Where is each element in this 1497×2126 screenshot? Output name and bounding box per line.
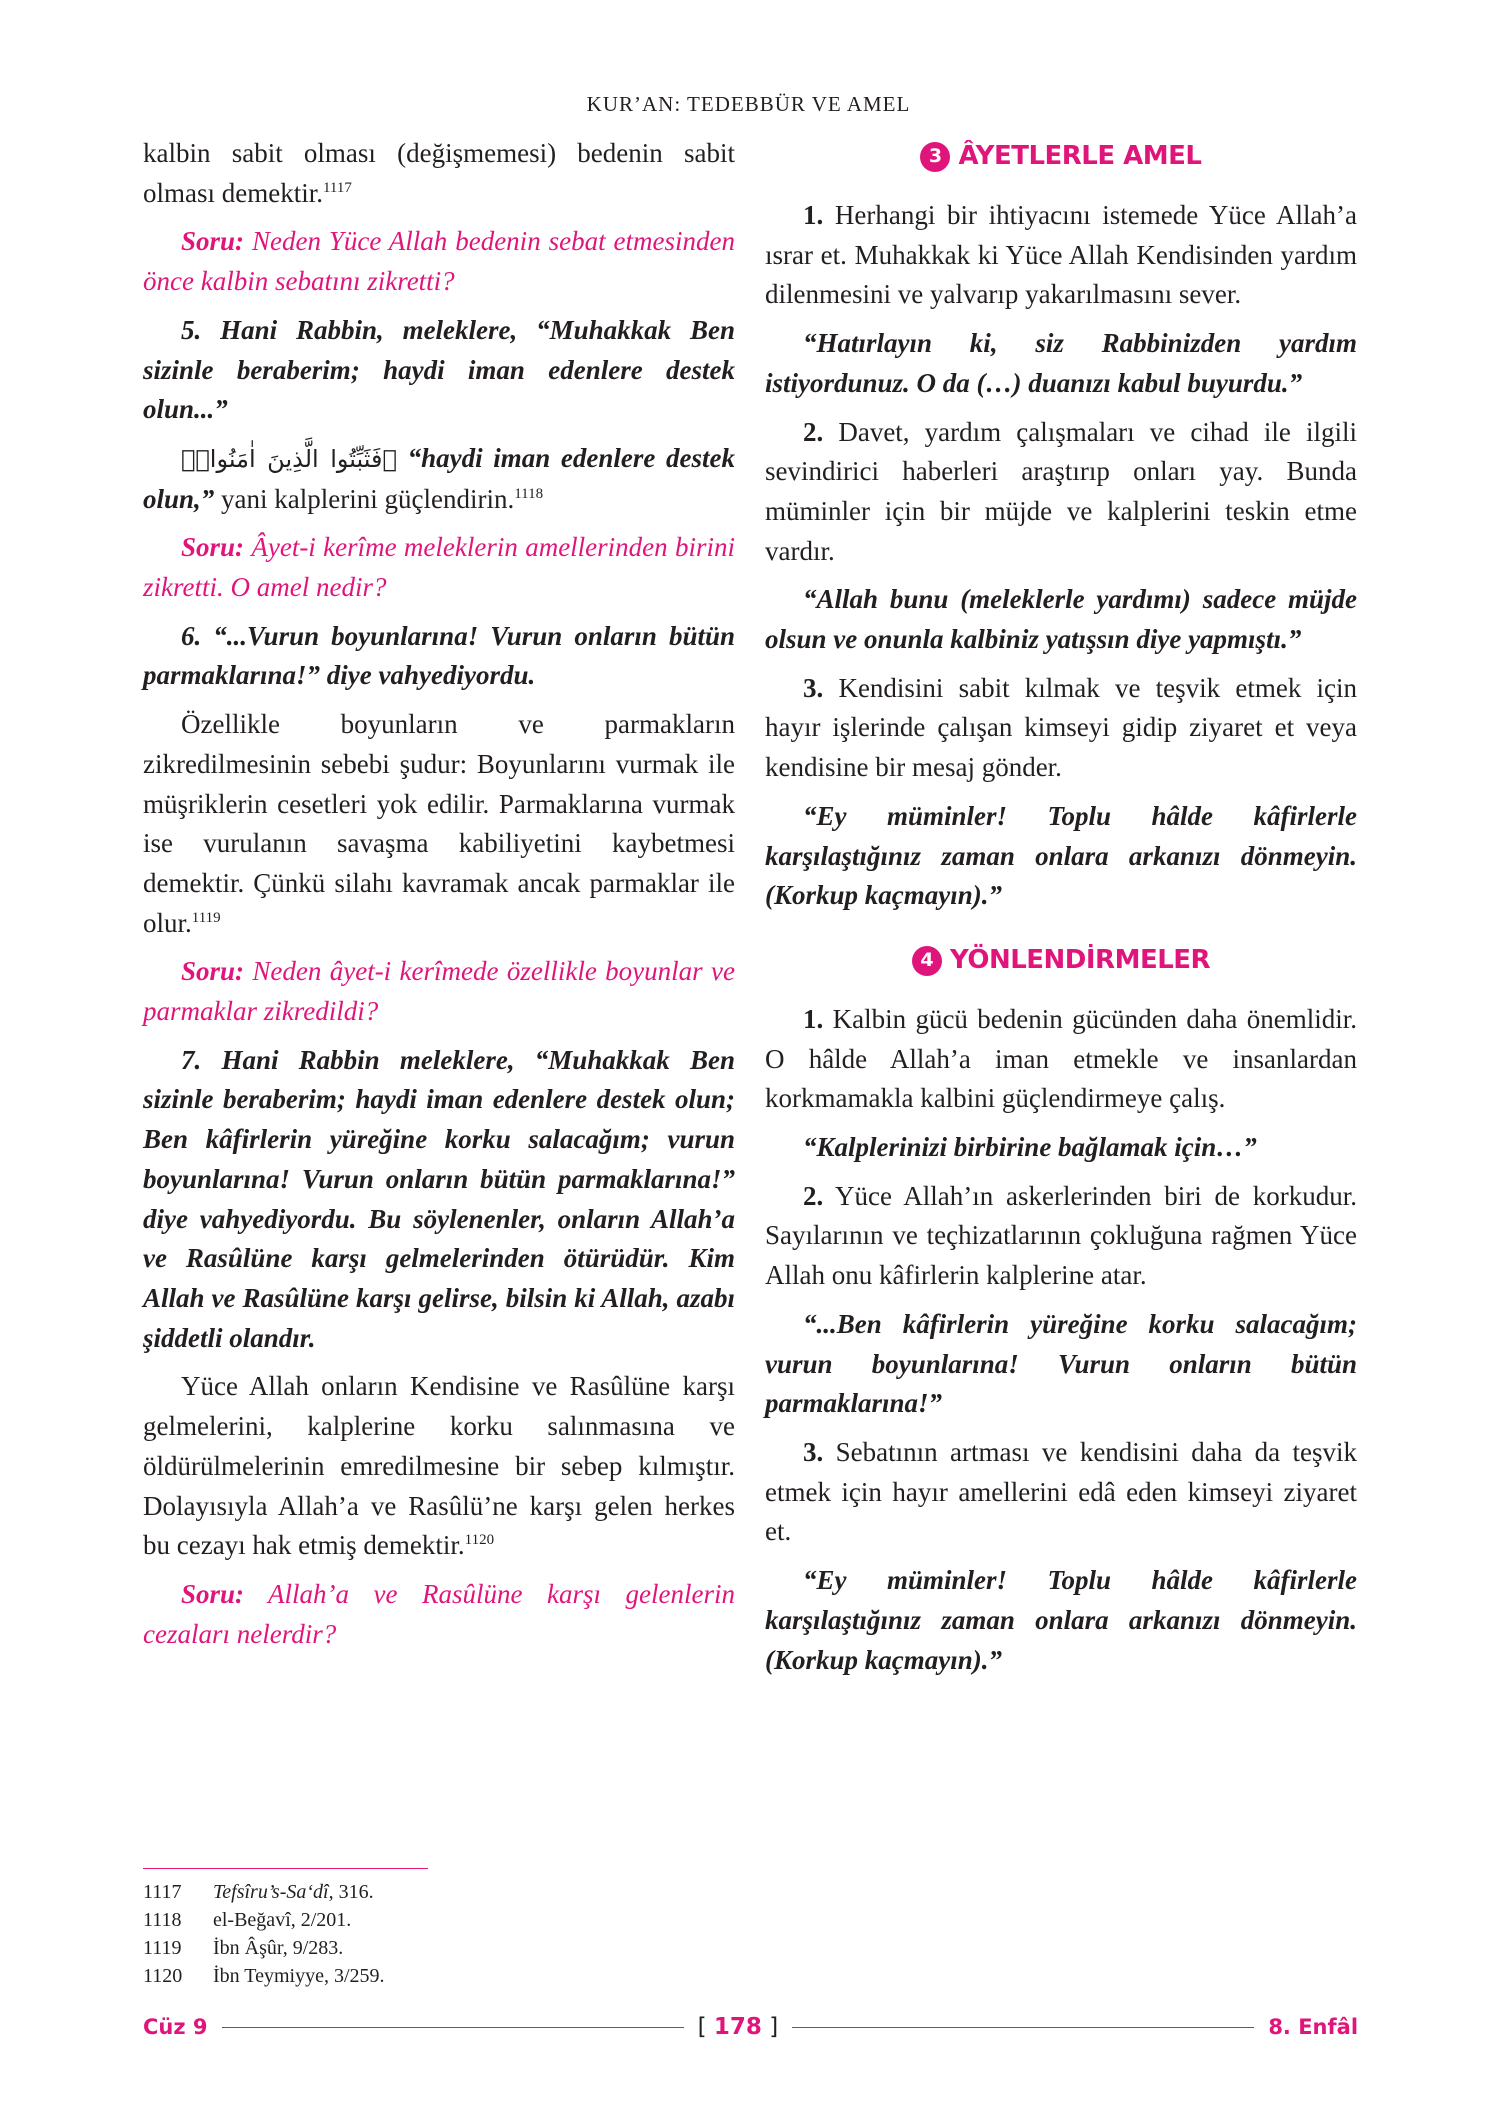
question: Soru: Allah’a ve Rasûlüne karşı gelenlerin cezaları nelerdir?: [143, 1578, 735, 1649]
footer-surah: 8. Enfâl: [1268, 2015, 1359, 2039]
paragraph: Yüce Allah onların Kendisine ve Rasûlüne karşı gelmelerini, kalplerine korku salınmasına ve öldürülmelerinin emredilmesine bir sebep kılmıştır. Dolayısıyla Allah’a ve Rasûlü’ne karşı gelen herkes bu cezayı hak etmiş demektir.$^{1120}$: [143, 1371, 735, 1561]
ayah-quote: “Kalplerinizi birbirine bağlamak için…”: [803, 1132, 1257, 1163]
page-footer: [143, 2010, 1358, 2044]
section-number-badge: 3: [920, 142, 950, 172]
footer-rule: [222, 2027, 684, 2028]
footnote: 1120 İbn Teymiyye, 3/259.: [143, 1965, 385, 1987]
left-column: [143, 134, 735, 1663]
footer-juz: Cüz 9: [143, 2015, 208, 2039]
list-item: 1. Kalbin gücü bedenin gücünden daha önemlidir. O hâlde Allah’a iman etmekle ve insanlardan korkmamakla kalbini güçlendirmeye çalış.: [765, 1003, 1357, 1114]
section-heading-text: ÂYETLERLE AMEL: [958, 141, 1202, 172]
footnote-ref[interactable]: 1120: [464, 1532, 495, 1549]
footnotes: [143, 1878, 743, 1990]
ayah-quote: “...Ben kâfirlerin yüreğine korku salacağım; vurun boyunlarına! Vurun onların bütün parmaklarına!”: [765, 1308, 1357, 1419]
section-heading-3: [765, 134, 1357, 180]
footnote-ref[interactable]: 1119: [191, 909, 221, 926]
right-column: [765, 134, 1357, 1689]
question: Soru: Âyet-i kerîme meleklerin amellerinden birini zikretti. O amel nedir?: [143, 532, 735, 603]
footnote-ref[interactable]: 1118: [514, 485, 544, 502]
ayah-quote: “Hatırlayın ki, siz Rabbinizden yardım istiyordunuz. O da (…) duanızı kabul buyurdu.”: [765, 328, 1357, 398]
question: Soru: Neden âyet-i kerîmede özellikle boyunlar ve parmaklar zikredildi?: [143, 956, 735, 1027]
ayah-5: 5. Hani Rabbin, meleklere, “Muhakkak Ben sizinle beraberim; haydi iman edenlere destek olun...”: [143, 314, 735, 425]
footnote-divider: [143, 1868, 428, 1869]
ayah-quote: “Ey müminler! Toplu hâlde kâfirlerle karşılaştığınız zaman onlara arkanızı dönmeyin. (Korkup kaçmayın).”: [765, 1565, 1357, 1675]
list-item: 3. Kendisini sabit kılmak ve teşvik etmek için hayır işlerinde çalışan kimseyi gidip ziyaret et veya kendisine bir mesaj gönder.: [765, 672, 1357, 783]
arabic-text: ﴿فَثَبِّتُوا الَّذِينَ اٰمَنُواۜ﴾: [181, 444, 397, 473]
ayah-quote: “Ey müminler! Toplu hâlde kâfirlerle karşılaştığınız zaman onlara arkanızı dönmeyin. (Korkup kaçmayın).”: [765, 800, 1357, 911]
footnote: 1119 İbn Âşûr, 9/283.: [143, 1937, 344, 1959]
page-number: [ 178 ]: [697, 2014, 779, 2040]
section-number-badge: 4: [912, 946, 942, 976]
list-item: 1. Herhangi bir ihtiyacını istemede Yüce Allah’a ısrar et. Muhakkak ki Yüce Allah Kendisinden yardım dilenmesini ve yalvarıp yakarılmasını sever.: [765, 200, 1357, 310]
list-item: 2. Yüce Allah’ın askerlerinden biri de korkudur. Sayılarının ve teçhizatlarının çokluğuna rağmen Yüce Allah onu kâfirlerin kalplerine atar.: [765, 1180, 1357, 1291]
list-item: 2. Davet, yardım çalışmaları ve cihad ile ilgili sevindirici haberleri araştırıp onları yay. Bunda müminler için bir müjde ve kalplerini teskin etme vardır.: [765, 416, 1357, 566]
ayah-6: 6. “...Vurun boyunlarına! Vurun onların bütün parmaklarına!” diye vahyediyordu.: [143, 620, 735, 691]
paragraph: kalbin sabit olması (değişmemesi) bedenin sabit olması demektir.$^{1117}$: [143, 138, 735, 208]
ayah-7: 7. Hani Rabbin meleklere, “Muhakkak Ben sizinle beraberim; haydi iman edenlere destek olun; Ben kâfirlerin yüreğine korku salacağım; vurun boyunlarına! Vurun onların bütün parmaklarına!” diye vahyediyordu. Bu söylenenler, onların Allah’a ve Rasûlüne karşı gelmelerinden ötürüdür. Kim Allah ve Rasûlüne karşı gelirse, bilsin ki Allah, azabı şiddetli olandır.: [143, 1044, 735, 1353]
running-head: KUR’AN: TEDEBBÜR VE AMEL: [586, 92, 911, 116]
paragraph: ﴿فَثَبِّتُوا الَّذِينَ اٰمَنُواۜ﴾ “haydi iman edenlere destek olun,” yani kalplerini güçlendirin.$^{1118}$: [143, 442, 735, 514]
section-heading-4: [765, 938, 1357, 984]
footnote-ref[interactable]: 1117: [322, 179, 352, 196]
question: Soru: Neden Yüce Allah bedenin sebat etmesinden önce kalbin sebatını zikretti?: [143, 226, 735, 297]
section-heading-text: YÖNLENDİRMELER: [949, 945, 1211, 976]
paragraph: Özellikle boyunların ve parmakların zikredilmesinin sebebi şudur: Boyunlarını vurmak ile müşriklerin cesetleri yok edilir. Parmaklarına vurmak ise vurulanın savaşma kabiliyetini kaybetmesi demektir. Çünkü silahı kavramak ancak parmaklar ile olur.$^{1119}$: [143, 709, 735, 938]
footer-rule: [792, 2027, 1254, 2028]
footnote: 1118 el-Beğavî, 2/201.: [143, 1909, 352, 1931]
list-item: 3. Sebatının artması ve kendisini daha da teşvik etmek için hayır amellerini edâ eden kimseyi ziyaret et.: [765, 1436, 1357, 1547]
footnote: 1117 Tefsîru’s-Sa‘dî, 316.: [143, 1881, 374, 1903]
ayah-quote: “Allah bunu (meleklerle yardımı) sadece müjde olsun ve onunla kalbiniz yatışsın diye yapmıştı.”: [765, 584, 1357, 655]
